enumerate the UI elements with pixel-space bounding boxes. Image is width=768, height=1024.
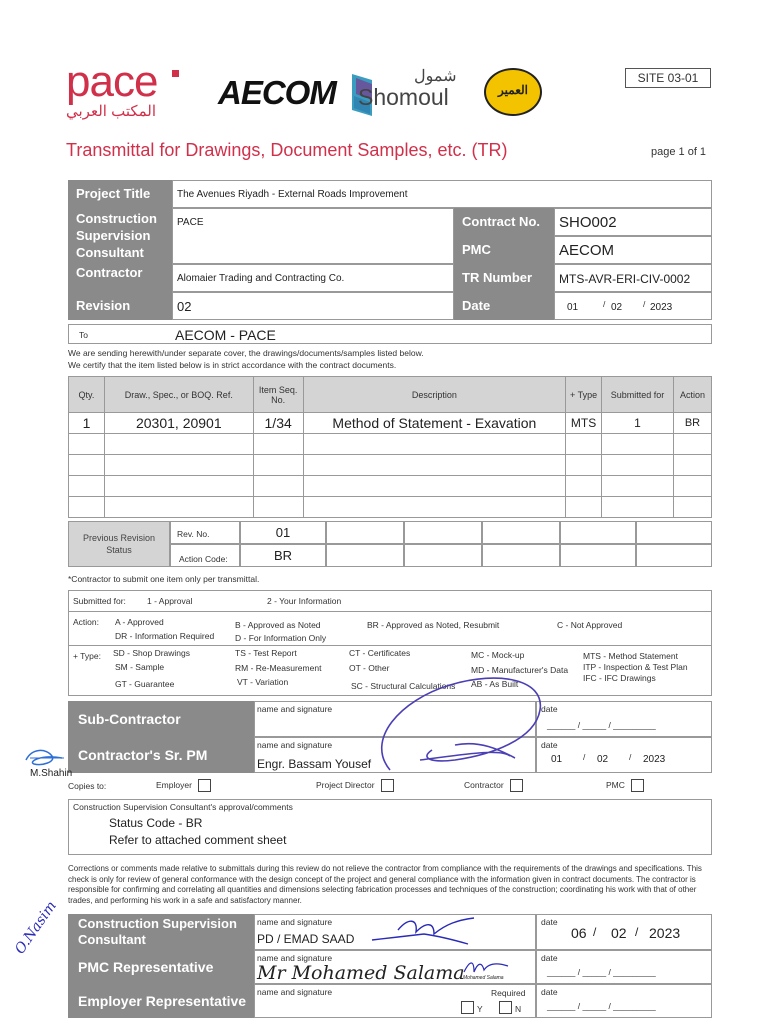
csc-label: Construction Supervision Consultant (68, 208, 172, 264)
date-label: date (541, 740, 558, 750)
date-sep-1: / (603, 299, 606, 309)
cell-description (303, 455, 565, 476)
margin-signature-icon (22, 746, 70, 770)
pace-arabic-text: المكتب العربي (66, 103, 157, 120)
cell-submitted: 1 (602, 413, 674, 434)
bottom-pmc-date-cell (536, 950, 712, 984)
contractor-checkbox[interactable] (510, 779, 523, 792)
cell-seq: 1/34 (253, 413, 303, 434)
csc-comments-label: Construction Supervision Consultant's approval/comments (73, 802, 293, 812)
date-blank: ______ / _____ / _________ (547, 1001, 656, 1011)
copies-employer-label: Employer (156, 779, 192, 790)
pm-date-day: 01 (551, 754, 563, 765)
alomaier-logo (484, 68, 542, 116)
copies-project-director-label: Project Director (316, 779, 375, 790)
pace-logo (66, 57, 186, 122)
table-row (69, 434, 712, 455)
project-director-checkbox[interactable] (381, 779, 394, 792)
cell-ref (104, 434, 253, 455)
copies-pmc-label: PMC (606, 779, 625, 790)
name-sig-label: name and signature (257, 704, 333, 714)
action-br: BR - Approved as Noted, Resubmit (367, 620, 500, 630)
pm-date-year: 2023 (643, 754, 666, 765)
cell-qty: 1 (69, 413, 105, 434)
rev-no-label: Rev. No. (170, 521, 240, 544)
prev-rev-extra-cells (326, 521, 712, 567)
disclaimer-text: Corrections or comments made relative to submittals during this review do not relieve the contractor from compliance with the requirements of the drawings and specifications. This check is only for review of general conformance with the design concept of the project and general compliance with the information given in contract documents. The contractor is responsible for confirming and correlating all quantities and dimensions selecting fabrication processes and techniques of the construction; coordinating his work with that of other trades, and performing his work in a safe and satisfactory manner. (68, 864, 702, 905)
cell-submitted (602, 497, 674, 518)
copies-employer (156, 779, 211, 792)
shomoul-logo (350, 68, 476, 120)
bottom-pmc-label: PMC Representative (68, 950, 254, 984)
copies-pmc (606, 779, 644, 792)
type-sd: SD - Shop Drawings (113, 648, 191, 658)
cell-seq (253, 476, 303, 497)
type-gt: GT - Guarantee (115, 679, 175, 689)
date-label: date (541, 987, 558, 997)
tr-number-value: MTS-AVR-ERI-CIV-0002 (554, 264, 712, 292)
submitted-approval: 1 - Approval (147, 596, 193, 606)
date-year: 2023 (650, 302, 673, 313)
cell-seq (253, 434, 303, 455)
pmc-signature-scribble (462, 956, 512, 978)
copies-row (68, 779, 712, 793)
required-yes-label: Y (477, 1004, 483, 1014)
to-label: To (79, 330, 88, 340)
type-ct: CT - Certificates (349, 648, 411, 658)
revision-value: 02 (172, 292, 454, 320)
csc-signature-scribble (368, 910, 478, 950)
date-label: date (541, 704, 558, 714)
bottom-employer-label: Employer Representative (68, 984, 254, 1018)
copies-label: Copies to: (68, 781, 107, 791)
action-code-value: BR (240, 544, 326, 567)
pace-logo-text: pace (66, 57, 158, 106)
action-d: D - For Information Only (235, 633, 327, 643)
bottom-csc-name: PD / EMAD SAAD (257, 932, 355, 946)
contractor-label: Contractor (68, 264, 172, 292)
csc-comment-line2: Refer to attached comment sheet (109, 833, 287, 847)
required-no-label: N (515, 1004, 522, 1014)
date-day: 01 (567, 302, 579, 313)
pm-date-month: 02 (597, 754, 609, 765)
cell-type: MTS (566, 413, 602, 434)
type-md: MD - Manufacturer's Data (471, 665, 569, 675)
project-title-value: The Avenues Riyadh - External Roads Improvement (172, 180, 712, 208)
csc-date-month: 02 (611, 925, 627, 941)
items-table (68, 376, 712, 518)
cell-type (566, 476, 602, 497)
copies-contractor (464, 779, 523, 792)
type-ot: OT - Other (349, 663, 390, 673)
alomaier-arabic-text: العمير (498, 83, 528, 97)
action-b: B - Approved as Noted (235, 620, 321, 630)
col-ref: Draw., Spec., or BOQ. Ref. (104, 377, 253, 413)
action-label: Action: (73, 617, 99, 627)
footnote: *Contractor to submit one item only per transmittal. (68, 574, 260, 584)
csc-date-year: 2023 (649, 925, 681, 941)
pm-date-sep: / (583, 752, 586, 762)
pace-logo-dot (172, 70, 179, 77)
csc-comment-line1: Status Code - BR (109, 816, 203, 830)
document-title: Transmittal for Drawings, Document Samples, etc. (TR) (66, 140, 508, 160)
pmc-value: AECOM (554, 236, 712, 264)
col-description: Description (303, 377, 565, 413)
type-ab: AB - As Built (471, 679, 519, 689)
date-label: date (541, 953, 558, 963)
date-value (554, 292, 712, 320)
cell-qty (69, 497, 105, 518)
date-label: Date (454, 292, 554, 320)
table-row (69, 455, 712, 476)
type-sc: SC - Structural Calculations (351, 681, 456, 691)
info-block (68, 180, 712, 320)
revision-label: Revision (68, 292, 172, 320)
table-row (69, 497, 712, 518)
cell-action: BR (673, 413, 711, 434)
cell-action (673, 434, 711, 455)
legend-divider (69, 611, 711, 612)
previous-revision-label: Previous Revision Status (68, 521, 170, 567)
pm-date-sep-2: / (629, 752, 632, 762)
to-row (68, 324, 712, 344)
contractor-pm-name: Engr. Bassam Yousef (257, 757, 372, 771)
date-blank: ______ / _____ / _________ (547, 967, 656, 977)
cell-ref: 20301, 20901 (104, 413, 253, 434)
cell-description (303, 476, 565, 497)
tr-number-label: TR Number (454, 264, 554, 292)
cell-action (673, 476, 711, 497)
pmc-checkbox[interactable] (631, 779, 644, 792)
cell-seq (253, 497, 303, 518)
margin-name-nasim: O.Nasim (12, 898, 60, 958)
bottom-employer-date-cell (536, 984, 712, 1018)
bottom-employer-sign-cell (254, 984, 536, 1018)
csc-date-day: 06 (571, 925, 587, 941)
col-submitted: Submitted for (602, 377, 674, 413)
required-no-checkbox[interactable] (499, 1001, 512, 1014)
date-month: 02 (611, 302, 623, 313)
cell-qty (69, 455, 105, 476)
cell-seq (253, 455, 303, 476)
action-dr: DR - Information Required (115, 631, 215, 641)
action-c: C - Not Approved (557, 620, 623, 630)
contract-no-label: Contract No. (454, 208, 554, 236)
type-mts: MTS - Method Statement (583, 651, 678, 661)
bottom-pmc-small-name: Mohamed Salama (463, 975, 504, 981)
pmc-label: PMC (454, 236, 554, 264)
col-type: + Type (566, 377, 602, 413)
type-label: + Type: (73, 651, 101, 661)
cell-action (673, 497, 711, 518)
cell-description: Method of Statement - Exavation (303, 413, 565, 434)
cell-description (303, 434, 565, 455)
action-a: A - Approved (115, 617, 164, 627)
col-qty: Qty. (69, 377, 105, 413)
type-ifc: IFC - IFC Drawings (583, 673, 656, 683)
cell-type (566, 434, 602, 455)
cell-ref (104, 476, 253, 497)
previous-revision-block (68, 521, 712, 567)
employer-checkbox[interactable] (198, 779, 211, 792)
cell-description (303, 497, 565, 518)
to-value: AECOM - PACE (175, 327, 276, 343)
csc-comments-box (68, 799, 712, 855)
required-yes-checkbox[interactable] (461, 1001, 474, 1014)
type-rm: RM - Re-Measurement (235, 663, 322, 673)
cell-action (673, 455, 711, 476)
name-sig-label: name and signature (257, 740, 333, 750)
csc-date-sep-2: / (635, 925, 639, 939)
submitted-information: 2 - Your Information (267, 596, 342, 606)
bottom-pmc-name: Mr Mohamed Salama (257, 962, 465, 984)
items-header-row (69, 377, 712, 413)
type-itp: ITP - Inspection & Test Plan (583, 662, 688, 672)
cell-qty (69, 476, 105, 497)
csc-value: PACE (172, 208, 454, 264)
csc-date-sep: / (593, 925, 597, 939)
col-seq: Item Seq. No. (253, 377, 303, 413)
shomoul-arabic-text: شمول (414, 68, 457, 85)
contractor-value: Alomaier Trading and Contracting Co. (172, 264, 454, 292)
cell-submitted (602, 476, 674, 497)
date-label: date (541, 917, 558, 927)
bottom-csc-date-cell (536, 914, 712, 950)
contractor-pm-label: Contractor's Sr. PM (68, 737, 254, 773)
sending-note: We are sending herewith/under separate cover, the drawings/documents/samples listed below. (68, 348, 424, 358)
name-sig-label: name and signature (257, 953, 333, 963)
type-vt: VT - Variation (237, 677, 289, 687)
type-sm: SM - Sample (115, 662, 165, 672)
copies-project-director (316, 779, 394, 792)
aecom-logo: AECOM (218, 74, 336, 111)
cell-submitted (602, 434, 674, 455)
type-mc: MC - Mock-up (471, 650, 525, 660)
cell-type (566, 455, 602, 476)
certify-note: We certify that the item listed below is in strict accordance with the contract documents. (68, 360, 397, 370)
contractor-signature-scribble (360, 660, 563, 780)
date-sep-2: / (643, 299, 646, 309)
copies-contractor-label: Contractor (464, 779, 504, 790)
legend-divider-2 (69, 645, 711, 646)
cell-ref (104, 497, 253, 518)
shomoul-logo-text: Shomoul (358, 84, 449, 110)
bottom-csc-label: Construction Supervision Consultant (68, 914, 254, 950)
sub-contractor-label: Sub-Contractor (68, 701, 254, 737)
sub-contractor-date-cell (536, 701, 712, 737)
type-ts: TS - Test Report (235, 648, 297, 658)
action-code-label: Action Code: (170, 544, 240, 567)
cell-qty (69, 434, 105, 455)
cell-submitted (602, 455, 674, 476)
contract-no-value: SHO002 (554, 208, 712, 236)
table-row (69, 413, 712, 434)
name-sig-label: name and signature (257, 917, 333, 927)
col-action: Action (673, 377, 711, 413)
contractor-pm-date-cell (536, 737, 712, 773)
submitted-for-label: Submitted for: (73, 596, 126, 606)
cell-ref (104, 455, 253, 476)
project-title-label: Project Title (68, 180, 172, 208)
rev-no-value: 01 (240, 521, 326, 544)
margin-name-shahin: M.Shahin (30, 768, 73, 779)
date-blank: ______ / _____ / _________ (547, 720, 656, 730)
required-label: Required (491, 988, 526, 998)
name-sig-label: name and signature (257, 987, 333, 997)
site-badge: SITE 03-01 (625, 68, 711, 88)
page-indicator: page 1 of 1 (651, 146, 707, 158)
table-row (69, 476, 712, 497)
cell-type (566, 497, 602, 518)
